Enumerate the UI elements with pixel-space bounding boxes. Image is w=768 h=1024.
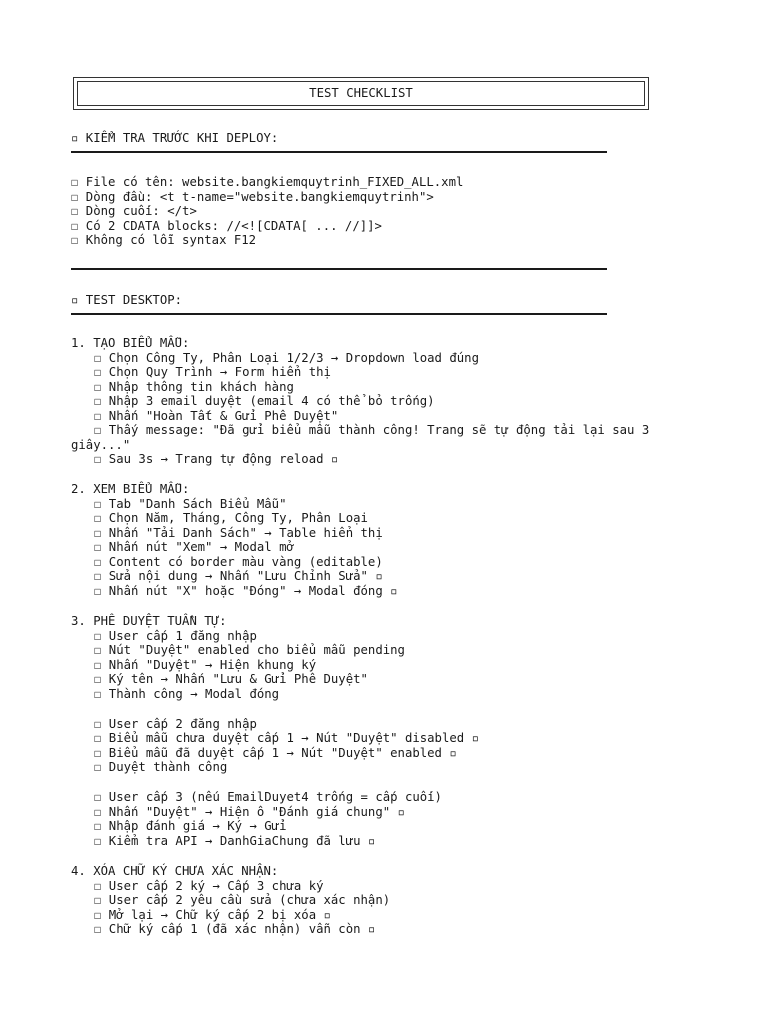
- section-header-predeploy: ▫ KIỂM TRA TRƯỚC KHI DEPLOY:: [71, 131, 279, 145]
- checklist-item: ☐ Dòng đầu: <t t-name="website.bangkiemquytrinh">: [71, 189, 434, 204]
- checklist-item: ☐ Duyệt thành công: [94, 760, 228, 774]
- checklist-item: ☐ Nhấn nút "X" hoặc "Đóng" → Modal đóng ▫: [94, 583, 398, 598]
- checklist-item: ☐ Chọn Năm, Tháng, Công Ty, Phân Loại: [94, 511, 368, 525]
- checklist-item: ☐ Nhập đánh giá → Ký → Gửi: [94, 819, 287, 833]
- checklist-item: ☐ Nhấn "Hoàn Tất & Gửi Phê Duyệt": [94, 408, 339, 423]
- divider: [71, 313, 607, 315]
- checklist-item: ☐ Biểu mẫu đã duyệt cấp 1 → Nút "Duyệt" enabled ▫: [94, 745, 457, 760]
- checklist-item: ☐ Kiểm tra API → DanhGiaChung đã lưu ▫: [94, 833, 376, 848]
- checklist-item: ☐ Biểu mẫu chưa duyệt cấp 1 → Nút "Duyệt" disabled ▫: [94, 731, 479, 745]
- checklist-item: ☐ Nhấn "Duyệt" → Hiện khung ký: [94, 657, 317, 672]
- checklist-item: ☐ Nhập 3 email duyệt (email 4 có thể bỏ trống): [94, 394, 435, 408]
- checklist-item: ☐ Mở lại → Chữ ký cấp 2 bị xóa ▫: [94, 907, 331, 922]
- checklist-item: ☐ Nhấn nút "Xem" → Modal mở: [94, 540, 294, 554]
- checklist-item: ☐ User cấp 1 đăng nhập: [94, 628, 257, 643]
- checklist-item: ☐ File có tên: website.bangkiemquytrinh_FIXED_ALL.xml: [71, 175, 464, 189]
- subsection-header-delete-signature: 4. XÓA CHỮ KÝ CHƯA XÁC NHẬN:: [71, 864, 279, 878]
- checklist-item: ☐ Không có lỗi syntax F12: [71, 233, 257, 247]
- checklist-item: ☐ User cấp 2 yêu cầu sửa (chưa xác nhận): [94, 893, 391, 907]
- subsection-header-view: 2. XEM BIỂU MẪU:: [71, 482, 190, 496]
- checklist-item: ☐ Sau 3s → Trang tự động reload ▫: [94, 452, 339, 466]
- checklist-item: ☐ Chữ ký cấp 1 (đã xác nhận) vẫn còn ▫: [94, 922, 376, 936]
- title-box-inner: [77, 81, 645, 106]
- checklist-item: ☐ User cấp 2 ký → Cấp 3 chưa ký: [94, 878, 324, 893]
- section-header-desktop: ▫ TEST DESKTOP:: [71, 293, 183, 307]
- checklist-item: ☐ Có 2 CDATA blocks: //<![CDATA[ ... //]]>: [71, 218, 382, 233]
- checklist-item: ☐ Nút "Duyệt" enabled cho biểu mẫu pending: [94, 643, 405, 657]
- title-box: [73, 77, 649, 110]
- checklist-item: ☐ Nhấn "Duyệt" → Hiện ô "Đánh giá chung" ▫: [94, 804, 405, 819]
- checklist-item: ☐ Nhấn "Tải Danh Sách" → Table hiển thị: [94, 525, 383, 540]
- document-title: TEST CHECKLIST: [309, 86, 413, 101]
- divider: [71, 151, 607, 153]
- checklist-item: ☐ Nhập thông tin khách hàng: [94, 379, 294, 394]
- checklist-item: ☐ Chọn Công Ty, Phân Loại 1/2/3 → Dropdown load đúng: [94, 350, 479, 365]
- subsection-header-create: 1. TẠO BIỂU MẪU:: [71, 336, 190, 350]
- checklist-item: ☐ Ký tên → Nhấn "Lưu & Gửi Phê Duyệt": [94, 672, 368, 686]
- checklist-item-continuation: giây...": [71, 437, 131, 452]
- subsection-header-approve: 3. PHÊ DUYỆT TUẦN TỰ:: [71, 614, 227, 628]
- checklist-item: ☐ Chọn Quy Trình → Form hiển thị: [94, 365, 331, 379]
- checklist-item: ☐ Sửa nội dung → Nhấn "Lưu Chỉnh Sửa" ▫: [94, 569, 383, 583]
- checklist-item: ☐ Thành công → Modal đóng: [94, 686, 280, 701]
- divider: [71, 268, 607, 270]
- checklist-item: ☐ Thấy message: "Đã gửi biểu mẫu thành công! Trang sẽ tự động tải lại sau 3: [94, 423, 650, 437]
- checklist-item: ☐ Content có border màu vàng (editable): [94, 554, 383, 569]
- checklist-item: ☐ Tab "Danh Sách Biểu Mẫu": [94, 496, 287, 511]
- checklist-item: ☐ User cấp 2 đăng nhập: [94, 716, 257, 731]
- checklist-item: ☐ Dòng cuối: </t>: [71, 204, 197, 218]
- checklist-item: ☐ User cấp 3 (nếu EmailDuyet4 trống = cấp cuối): [94, 790, 442, 804]
